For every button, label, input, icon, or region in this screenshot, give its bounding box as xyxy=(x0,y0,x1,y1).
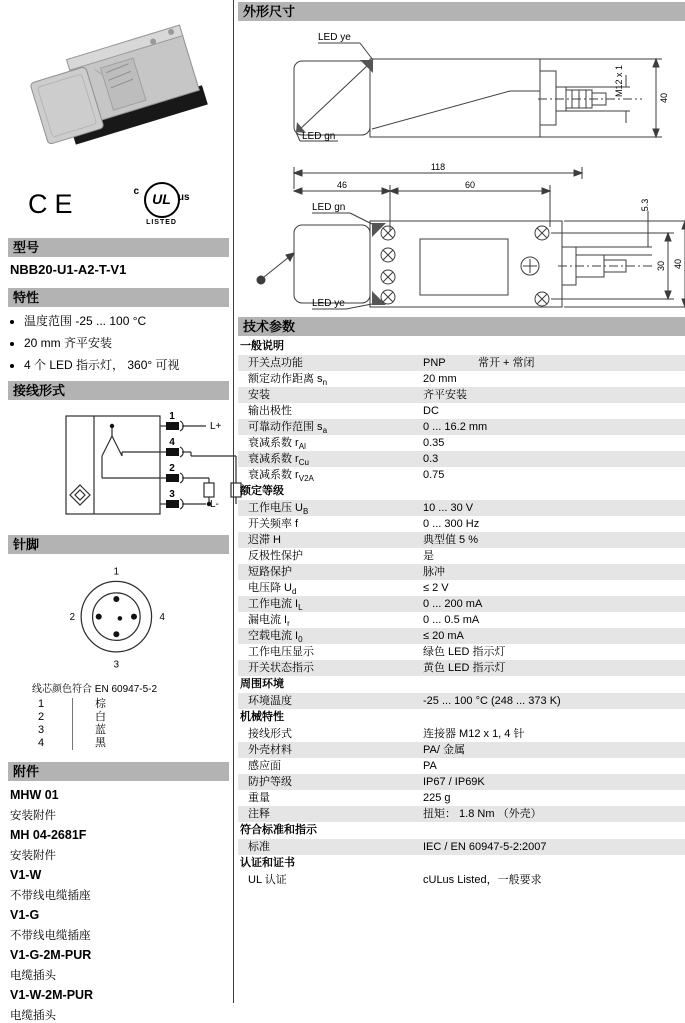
tech-parameter-value: 225 g xyxy=(423,790,451,806)
wire-pin-number: 1 xyxy=(38,698,72,711)
accessory-name: MH 04-2681F xyxy=(8,828,229,843)
tech-parameter-label: 工作电压 $U_B$ xyxy=(248,502,308,514)
tech-parameter-label: 衰减系数 $r_{Al}$ xyxy=(248,437,306,449)
connector-face-diagram xyxy=(44,562,194,673)
side-led-ye-label: LED ye xyxy=(318,32,351,43)
tech-parameter-label: 空载电流 $I_0$ xyxy=(248,630,303,642)
tech-parameter-value: IP67 / IP69K xyxy=(423,774,485,790)
wire-color-name: 棕 xyxy=(72,698,188,711)
tech-parameter-value: 0.3 xyxy=(423,451,438,467)
ul-listed-logo xyxy=(132,182,192,226)
tech-parameter-label: 防护等级 xyxy=(248,776,292,788)
tech-row xyxy=(238,467,685,483)
tech-section-title: 一般说明 xyxy=(238,338,685,355)
feature-item: • 温度范围 -25 ... 100 °C xyxy=(24,312,229,329)
tech-parameter-label: 开关点功能 xyxy=(248,357,303,369)
tech-parameter-label: 输出极性 xyxy=(248,405,292,417)
tech-row xyxy=(238,516,685,532)
tech-row xyxy=(238,872,685,888)
wire-pin-number: 2 xyxy=(38,711,72,724)
accessory-description: 电缆插头 xyxy=(8,1007,229,1021)
tech-section-title: 机械特性 xyxy=(238,709,685,726)
top-total-length-dim: 118 xyxy=(430,162,444,172)
accessory-description: 不带线电缆插座 xyxy=(8,927,229,941)
accessory-name: V1-G-2M-PUR xyxy=(8,948,229,963)
wire-row xyxy=(38,711,188,724)
tech-parameter-subscript: 0 xyxy=(298,635,302,644)
top-hole-spacing-v-dim: 30 xyxy=(656,261,666,271)
wiring-figure xyxy=(8,410,229,527)
tech-table xyxy=(238,338,685,888)
wire-table xyxy=(38,698,188,750)
accessory-name: MHW 01 xyxy=(8,788,229,803)
tech-row xyxy=(238,758,685,774)
tech-section-title: 额定等级 xyxy=(238,483,685,500)
tech-parameter-value: 典型值 5 % xyxy=(423,532,478,548)
tech-parameter-label: 可靠动作范围 $s_a$ xyxy=(248,421,327,433)
tech-parameter-label: 标准 xyxy=(248,841,270,853)
tech-parameter-label: 衰减系数 $r_{Cu}$ xyxy=(248,453,309,465)
tech-parameter-value: 0 ... 200 mA xyxy=(423,596,482,612)
accessories-list xyxy=(8,788,229,1021)
tech-row xyxy=(238,419,685,435)
accessory-name: V1-W xyxy=(8,868,229,883)
tech-row xyxy=(238,387,685,403)
tech-parameter-label: 开关状态指示 xyxy=(248,662,314,674)
tech-parameter-value: 是 xyxy=(423,548,434,564)
tech-row xyxy=(238,612,685,628)
column-divider xyxy=(233,0,234,1003)
tech-row xyxy=(238,774,685,790)
ul-listed-label: LISTED xyxy=(132,219,192,226)
side-led-gn-label: LED gn xyxy=(302,131,335,142)
dimension-drawing-side xyxy=(242,29,682,151)
tech-parameter-subscript: L xyxy=(298,603,302,612)
tech-row xyxy=(238,500,685,516)
tech-parameter-label: 开关频率 f xyxy=(248,518,298,530)
ul-circle: UL xyxy=(144,182,180,218)
top-head-length-dim: 46 xyxy=(336,180,346,190)
top-connector-offset-dim: 5.3 xyxy=(640,199,650,212)
ce-mark-logo: CE xyxy=(28,189,80,220)
tech-parameter-value: PA xyxy=(423,758,437,774)
tech-parameter-subscript: Cu xyxy=(299,458,309,467)
tech-row xyxy=(238,548,685,564)
tech-parameter-subscript: d xyxy=(292,587,296,596)
accessory-description: 安装附件 xyxy=(8,847,229,861)
top-width-dim: 40 xyxy=(673,259,683,269)
wiring-lminus-label: L- xyxy=(210,499,219,510)
side-height-dim: 40 xyxy=(659,93,669,103)
tech-parameter-label: 迟滞 H xyxy=(248,534,281,546)
tech-parameter-value-2: 常开 + 常闭 xyxy=(478,355,535,371)
product-photo xyxy=(8,6,229,176)
tech-row xyxy=(238,451,685,467)
tech-parameter-subscript: Al xyxy=(299,442,306,451)
wiring-pin4-label: 4 xyxy=(169,437,175,448)
tech-row xyxy=(238,580,685,596)
ul-c-label: c xyxy=(134,186,140,197)
section-header-dimensions: 外形尺寸 xyxy=(238,2,685,21)
pinout-figure xyxy=(8,562,229,678)
tech-parameter-value: 20 mm xyxy=(423,371,457,387)
tech-parameter-value: PA/ 金属 xyxy=(423,742,465,758)
tech-section-title: 符合标准和指示 xyxy=(238,822,685,839)
tech-parameter-label: UL 认证 xyxy=(248,874,287,886)
tech-parameter-value: 0 ... 0.5 mA xyxy=(423,612,479,628)
tech-row xyxy=(238,628,685,644)
tech-row xyxy=(238,532,685,548)
wiring-pin2-label: 2 xyxy=(169,463,175,474)
tech-parameter-value: ≤ 20 mA xyxy=(423,628,464,644)
tech-row xyxy=(238,596,685,612)
wire-row xyxy=(38,724,188,737)
model-number: NBB20-U1-A2-T-V1 xyxy=(8,262,229,278)
tech-parameter-value: PNP xyxy=(423,355,446,371)
tech-row xyxy=(238,742,685,758)
tech-row xyxy=(238,806,685,822)
tech-row xyxy=(238,790,685,806)
wiring-diagram xyxy=(14,410,224,522)
tech-parameter-label: 环境温度 xyxy=(248,695,292,707)
section-header-accessories: 附件 xyxy=(8,762,229,781)
tech-parameter-label: 外壳材料 xyxy=(248,744,292,756)
tech-parameter-value: 连接器 M12 x 1, 4 针 xyxy=(423,726,524,742)
pinout-pin2-label: 2 xyxy=(69,612,74,623)
wire-color-name: 白 xyxy=(72,711,188,724)
tech-row xyxy=(238,371,685,387)
accessory-description: 电缆插头 xyxy=(8,967,229,981)
wiring-pin1-label: 1 xyxy=(169,411,175,422)
tech-parameter-value: -25 ... 100 °C (248 ... 373 K) xyxy=(423,693,561,709)
tech-parameter-value: 0 ... 300 Hz xyxy=(423,516,479,532)
accessory-name: V1-G xyxy=(8,908,229,923)
tech-parameter-label: 反极性保护 xyxy=(248,550,303,562)
section-header-technical-data: 技术参数 xyxy=(238,317,685,336)
pinout-pin4-label: 4 xyxy=(159,612,165,623)
top-led-gn-label: LED gn xyxy=(312,202,345,213)
tech-parameter-label: 注释 xyxy=(248,808,270,820)
tech-parameter-value: 0.75 xyxy=(423,467,444,483)
ul-us-label: us xyxy=(178,192,190,203)
tech-parameter-subscript: r xyxy=(287,619,290,628)
tech-parameter-label: 额定动作距离 $s_n$ xyxy=(248,373,327,385)
tech-row xyxy=(238,355,685,371)
tech-parameter-value: IEC / EN 60947-5-2:2007 xyxy=(423,839,547,855)
tech-row xyxy=(238,726,685,742)
feature-item: • 20 mm 齐平安装 xyxy=(24,334,229,351)
tech-parameter-value: 扭矩： 1.8 Nm （外壳） xyxy=(423,806,542,822)
tech-parameter-label: 安装 xyxy=(248,389,270,401)
tech-row xyxy=(238,839,685,855)
feature-item: • 4 个 LED 指示灯， 360° 可视 xyxy=(24,356,229,373)
right-column xyxy=(238,0,685,888)
tech-parameter-label: 重量 xyxy=(248,792,270,804)
tech-parameter-value: 黄色 LED 指示灯 xyxy=(423,660,506,676)
wire-color-note: 线芯颜色符合 EN 60947-5-2 xyxy=(32,680,229,694)
wire-row xyxy=(38,698,188,711)
wire-pin-number: 3 xyxy=(38,724,72,737)
tech-row xyxy=(238,644,685,660)
accessory-description: 安装附件 xyxy=(8,807,229,821)
tech-parameter-label: 感应面 xyxy=(248,760,281,772)
tech-row xyxy=(238,564,685,580)
wiring-pin3-label: 3 xyxy=(169,489,175,500)
tech-parameter-label: 接线形式 xyxy=(248,728,292,740)
features-list xyxy=(8,312,229,373)
tech-parameter-value: 脉冲 xyxy=(423,564,445,580)
tech-parameter-value: cULus Listed，一般要求 xyxy=(423,872,542,888)
product-photo-image xyxy=(16,6,221,171)
side-thread-dim: M12 x 1 xyxy=(614,65,624,97)
tech-parameter-subscript: a xyxy=(323,426,327,435)
tech-parameter-value: 齐平安装 xyxy=(423,387,467,403)
pinout-pin3-label: 3 xyxy=(113,660,118,671)
top-led-ye-label: LED ye xyxy=(312,298,345,309)
tech-row xyxy=(238,660,685,676)
tech-parameter-label: 电压降 $U_d$ xyxy=(248,582,296,594)
tech-parameter-label: 衰减系数 $r_{V2A}$ xyxy=(248,469,314,481)
tech-parameter-subscript: B xyxy=(303,507,308,516)
left-column xyxy=(8,0,229,1021)
tech-parameter-value: DC xyxy=(423,403,439,419)
tech-parameter-subscript: V2A xyxy=(299,474,314,483)
section-header-features: 特性 xyxy=(8,288,229,307)
tech-parameter-value: 10 ... 30 V xyxy=(423,500,473,516)
wire-row xyxy=(38,737,188,750)
wire-color-name: 蓝 xyxy=(72,724,188,737)
dimension-drawing-top xyxy=(242,159,682,311)
top-hole-spacing-dim: 60 xyxy=(464,180,474,190)
section-header-pinout: 针脚 xyxy=(8,535,229,554)
tech-parameter-value: 0.35 xyxy=(423,435,444,451)
tech-parameter-label: 工作电流 $I_L$ xyxy=(248,598,303,610)
tech-parameter-label: 漏电流 $I_r$ xyxy=(248,614,290,626)
pinout-pin1-label: 1 xyxy=(113,566,118,577)
tech-parameter-value: 0 ... 16.2 mm xyxy=(423,419,487,435)
tech-parameter-label: 工作电压显示 xyxy=(248,646,314,658)
wiring-lplus-label: L+ xyxy=(210,421,222,432)
wire-color-name: 黑 xyxy=(72,737,188,750)
tech-parameter-value: ≤ 2 V xyxy=(423,580,449,596)
tech-section-title: 周围环境 xyxy=(238,676,685,693)
accessory-description: 不带线电缆插座 xyxy=(8,887,229,901)
wire-pin-number: 4 xyxy=(38,737,72,750)
tech-row xyxy=(238,403,685,419)
tech-section-title: 认证和证书 xyxy=(238,855,685,872)
tech-parameter-subscript: n xyxy=(323,378,327,387)
approval-logos xyxy=(8,182,229,226)
section-header-connection: 接线形式 xyxy=(8,381,229,400)
tech-parameter-value: 绿色 LED 指示灯 xyxy=(423,644,506,660)
tech-row xyxy=(238,435,685,451)
section-header-model: 型号 xyxy=(8,238,229,257)
accessory-name: V1-W-2M-PUR xyxy=(8,988,229,1003)
tech-row xyxy=(238,693,685,709)
tech-parameter-label: 短路保护 xyxy=(248,566,292,578)
